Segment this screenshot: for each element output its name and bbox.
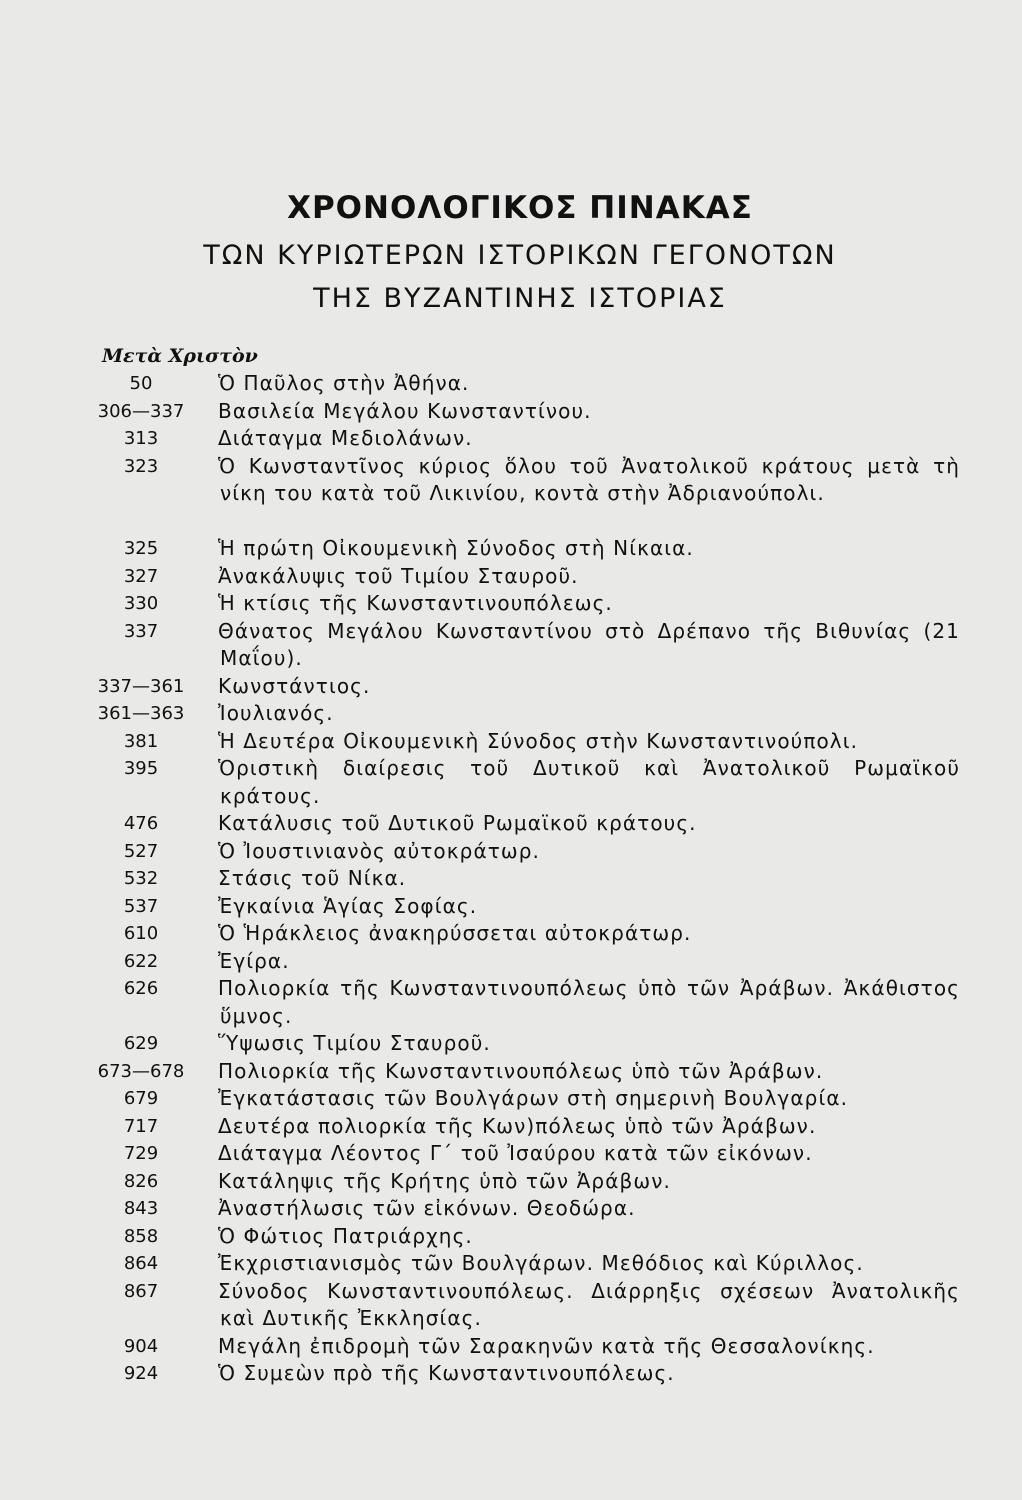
list-item <box>0 1058 1022 1086</box>
entry-year: 306—337 <box>97 400 185 422</box>
entry-year: 826 <box>123 1170 159 1192</box>
chronology-list <box>0 370 1022 1388</box>
entry-text: Κατάληψις τῆς Κρήτης ὑπὸ τῶν Ἀράβων. <box>218 1168 671 1193</box>
entry-text: Ὁ Συμεὼν πρὸ τῆς Κωνσταντινουπόλεως. <box>218 1361 675 1385</box>
entry-year: 610 <box>123 923 159 944</box>
entry-year: 924 <box>123 1363 159 1384</box>
list-item <box>0 370 1022 398</box>
list-item <box>0 1333 1022 1361</box>
list-item <box>0 398 1022 426</box>
list-item <box>0 920 1022 948</box>
list-item <box>0 1168 1022 1196</box>
list-item <box>0 1085 1022 1113</box>
entry-text: Κατάλυσις τοῦ Δυτικοῦ Ρωμαϊκοῦ κράτους. <box>218 811 697 835</box>
list-item <box>0 590 1022 618</box>
list-item <box>0 673 1022 701</box>
entry-year: 843 <box>123 1198 159 1219</box>
entry-year: 325 <box>123 538 159 559</box>
entry-year: 361—363 <box>97 703 185 724</box>
list-item <box>0 728 1022 756</box>
entry-text: Πολιορκία τῆς Κωνσταντινουπόλεως ὑπὸ τῶν Ἀράβων. Ἀκάθιστος ὕμνος. <box>218 976 960 1028</box>
entry-year: 537 <box>123 895 159 917</box>
entry-text: Στάσις τοῦ Νίκα. <box>218 866 407 890</box>
entry-year: 337—361 <box>97 675 185 697</box>
entry-text: Ἀναστήλωσις τῶν εἰκόνων. Θεοδώρα. <box>218 1196 636 1220</box>
entry-year: 717 <box>123 1115 159 1137</box>
entry-text: Ἐγίρα. <box>218 948 290 973</box>
entry-text: Ὁ Ἰουστινιανὸς αὐτοκράτωρ. <box>218 838 540 863</box>
entry-text: Ἐγκαίνια Ἁγίας Σοφίας. <box>218 893 478 918</box>
list-item <box>0 700 1022 728</box>
entry-text: Ἀνακάλυψις τοῦ Τιμίου Σταυροῦ. <box>218 563 579 588</box>
list-item <box>0 1140 1022 1168</box>
list-item <box>0 563 1022 591</box>
entry-year: 622 <box>123 950 159 972</box>
list-item <box>0 865 1022 893</box>
entry-year: 527 <box>123 840 159 862</box>
entry-text: Ἡ κτίσις τῆς Κωνσταντινουπόλεως. <box>218 591 613 615</box>
entry-text: Ἰουλιανός. <box>218 701 334 725</box>
entry-text: Ὁριστικὴ διαίρεσις τοῦ Δυτικοῦ καὶ Ἀνατολικοῦ Ρωμαϊκοῦ κράτους. <box>218 756 960 808</box>
entry-text: Θάνατος Μεγάλου Κωνσταντίνου στὸ Δρέπανο τῆς Βιθυνίας (21 Μαΐου). <box>218 618 960 670</box>
entry-text: Ἐκχριστιανισμὸς τῶν Βουλγάρων. Μεθόδιος καὶ Κύριλλος. <box>218 1251 864 1275</box>
entry-year: 337 <box>123 620 159 642</box>
list-item <box>0 535 1022 563</box>
entry-year: 729 <box>123 1143 159 1164</box>
entry-year: 327 <box>123 565 159 587</box>
list-item <box>0 618 1022 673</box>
list-item <box>0 893 1022 921</box>
entry-year: 864 <box>123 1253 159 1274</box>
entry-text: Ἐγκατάστασις τῶν Βουλγάρων στὴ σημερινὴ Βουλγαρία. <box>218 1086 849 1110</box>
list-item <box>0 838 1022 866</box>
entry-year: 904 <box>123 1335 159 1357</box>
entry-year: 323 <box>123 455 159 477</box>
entry-year: 858 <box>123 1225 159 1247</box>
entry-year: 395 <box>123 758 159 779</box>
list-item <box>0 810 1022 838</box>
entry-text: Ὁ Κωνσταντῖνος κύριος ὅλου τοῦ Ἀνατολικοῦ κράτους μετὰ τὴ νίκη του κατὰ τοῦ Λικινίου, κοντὰ στὴν Ἀδριανούπολι. <box>218 453 960 505</box>
entry-year: 629 <box>123 1033 159 1054</box>
entry-year: 626 <box>123 978 159 999</box>
list-item <box>0 1223 1022 1251</box>
list-item <box>0 1113 1022 1141</box>
entry-text: Πολιορκία τῆς Κωνσταντινουπόλεως ὑπὸ τῶν Ἀράβων. <box>218 1058 824 1083</box>
list-item <box>0 1278 1022 1333</box>
entry-text: Βασιλεία Μεγάλου Κωνσταντίνου. <box>218 398 592 423</box>
subtitle-line-2: ΤΗΣ ΒΥΖΑΝΤΙΝΗΣ ΙΣΤΟΡΙΑΣ <box>313 283 727 314</box>
entry-year: 867 <box>123 1280 159 1302</box>
list-item <box>0 755 1022 810</box>
entry-text: Ὁ Παῦλος στὴν Ἀθήνα. <box>218 371 470 395</box>
page-title: ΧΡΟΝΟΛΟΓΙΚΟΣ ΠΙΝΑΚΑΣ <box>287 190 753 226</box>
entry-text: Κωνστάντιος. <box>218 673 371 698</box>
era-label: Μετὰ Χριστὸν <box>102 345 258 367</box>
list-item <box>0 425 1022 453</box>
list-item <box>0 1030 1022 1058</box>
list-item <box>0 453 1022 536</box>
entry-text: Ὁ Φώτιος Πατριάρχης. <box>218 1223 473 1248</box>
entry-year: 532 <box>123 868 159 889</box>
entry-year: 330 <box>123 593 159 614</box>
subtitle-line-1: ΤΩΝ ΚΥΡΙΩΤΕΡΩΝ ΙΣΤΟΡΙΚΩΝ ΓΕΓΟΝΟΤΩΝ <box>203 240 837 271</box>
list-item <box>0 1360 1022 1388</box>
list-item <box>0 1195 1022 1223</box>
entry-year: 50 <box>129 373 153 394</box>
list-item <box>0 975 1022 1030</box>
list-item <box>0 948 1022 976</box>
entry-text: Μεγάλη ἐπιδρομὴ τῶν Σαρακηνῶν κατὰ τῆς Θεσσαλονίκης. <box>218 1333 875 1358</box>
entry-text: Σύνοδος Κωνσταντινουπόλεως. Διάρρηξις σχέσεων Ἀνατολικῆς καὶ Δυτικῆς Ἐκκλησίας. <box>218 1278 960 1330</box>
entry-text: Ὕψωσις Τιμίου Σταυροῦ. <box>218 1031 491 1055</box>
entry-year: 476 <box>123 813 159 834</box>
entry-year: 313 <box>123 428 159 449</box>
list-item <box>0 1250 1022 1278</box>
entry-year: 673—678 <box>97 1060 185 1082</box>
entry-year: 381 <box>123 730 159 752</box>
entry-text: Ἡ Δευτέρα Οἰκουμενικὴ Σύνοδος στὴν Κωνσταντινούπολι. <box>218 728 859 753</box>
entry-text: Διάταγμα Λέοντος Γ΄ τοῦ Ἰσαύρου κατὰ τῶν εἰκόνων. <box>218 1141 813 1165</box>
entry-text: Ὁ Ἡράκλειος ἀνακηρύσσεται αὐτοκράτωρ. <box>218 921 692 945</box>
entry-text: Δευτέρα πολιορκία τῆς Κων)πόλεως ὑπὸ τῶν Ἀράβων. <box>218 1113 817 1138</box>
entry-year: 679 <box>123 1088 159 1109</box>
entry-text: Διάταγμα Μεδιολάνων. <box>218 426 473 450</box>
entry-text: Ἡ πρώτη Οἰκουμενικὴ Σύνοδος στὴ Νίκαια. <box>218 536 694 560</box>
